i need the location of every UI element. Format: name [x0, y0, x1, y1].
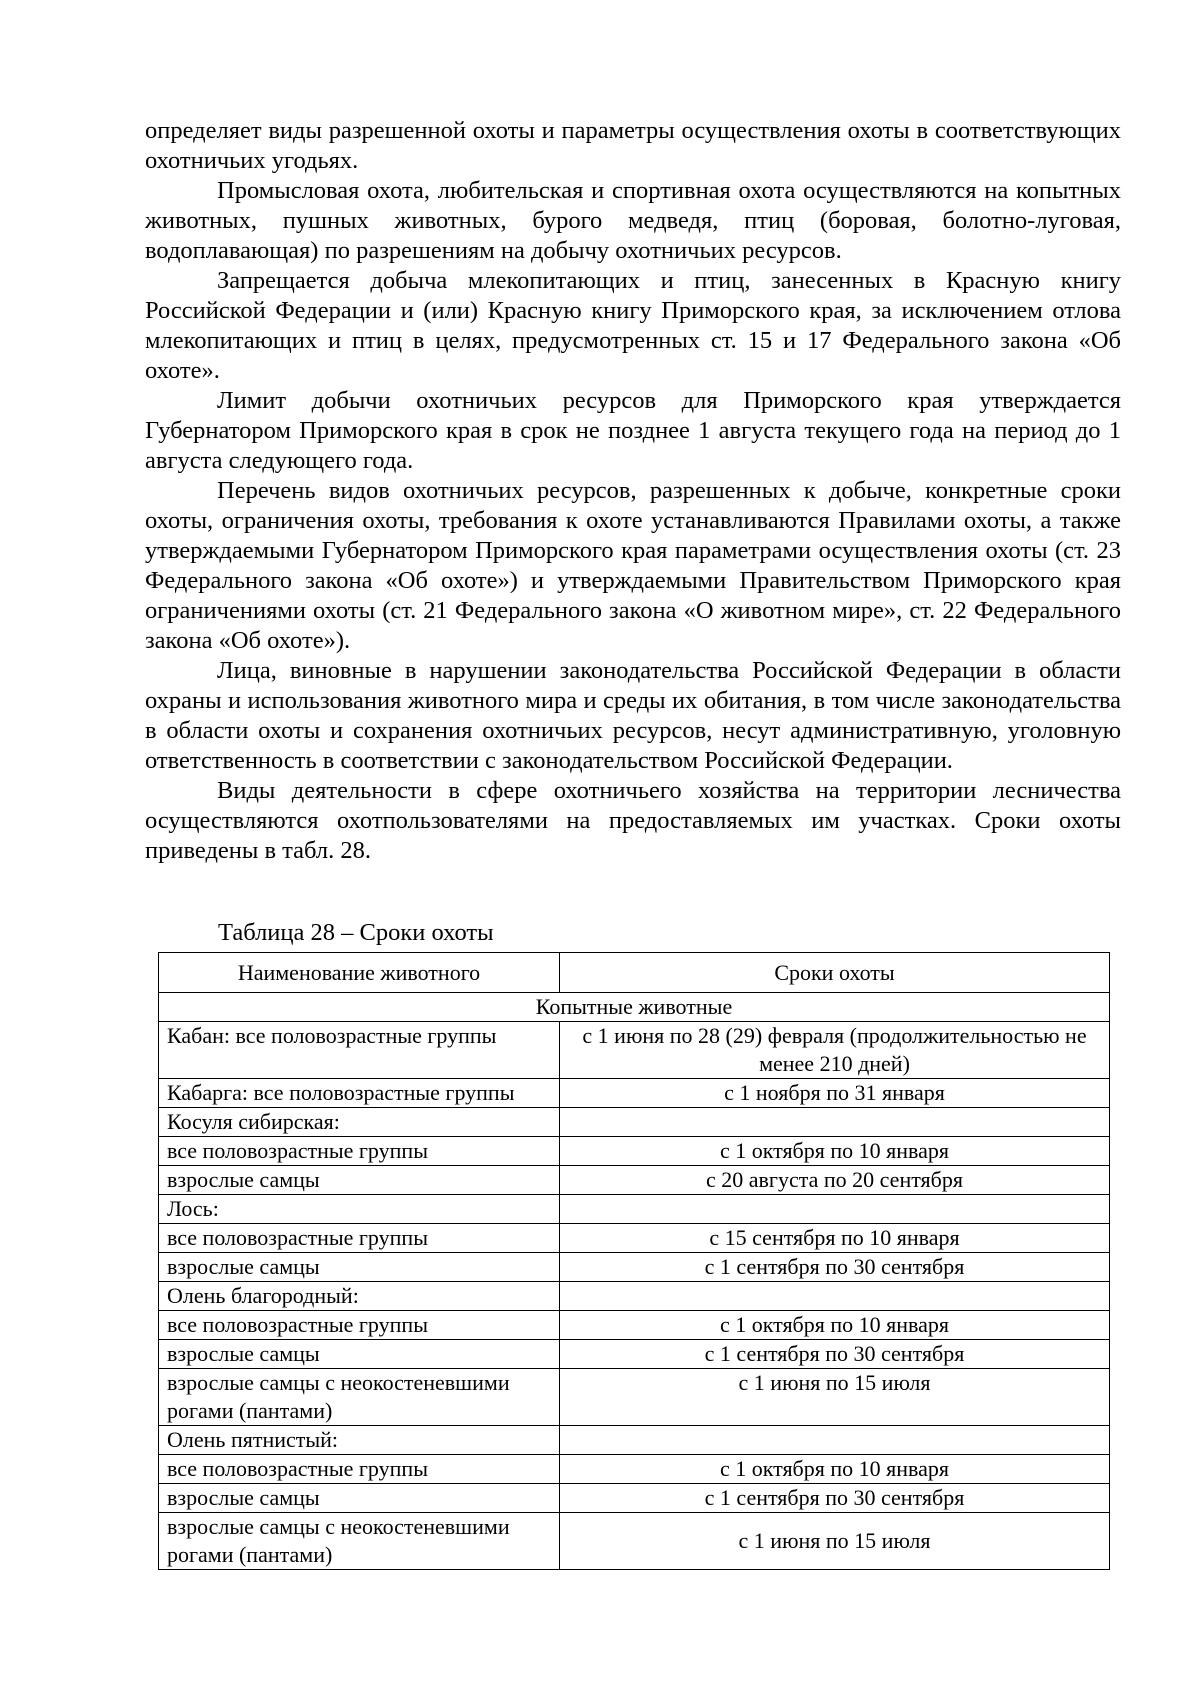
dates-cell: с 1 ноября по 31 января — [560, 1079, 1110, 1108]
table-row — [159, 1224, 1110, 1253]
animal-cell: взрослые самцы — [159, 1340, 560, 1369]
group-label: Копытные животные — [159, 993, 1110, 1022]
animal-cell: все половозрастные группы — [159, 1455, 560, 1484]
animal-cell: все половозрастные группы — [159, 1137, 560, 1166]
dates-cell — [560, 1426, 1110, 1455]
table-row — [159, 1253, 1110, 1282]
dates-cell: с 20 августа по 20 сентября — [560, 1166, 1110, 1195]
animal-cell: все половозрастные группы — [159, 1311, 560, 1340]
column-header-dates: Сроки охоты — [560, 953, 1110, 993]
table-row — [159, 1513, 1110, 1570]
dates-cell: с 1 июня по 15 июля — [560, 1513, 1110, 1570]
dates-cell — [560, 1195, 1110, 1224]
table-row — [159, 1108, 1110, 1137]
table-row — [159, 1166, 1110, 1195]
animal-cell: взрослые самцы — [159, 1253, 560, 1282]
table-row — [159, 1079, 1110, 1108]
body-text — [145, 116, 1121, 866]
dates-cell — [560, 1282, 1110, 1311]
paragraph: Лица, виновные в нарушении законодательства Российской Федерации в области охраны и использования животного мира и среды их обитания, в том числе законодательства в области охоты и сохранения охотничьих ресурсов, несут административную, уголовную ответственность в соответствии с законодательством Российской Федерации. — [145, 657, 1121, 774]
table-row — [159, 1426, 1110, 1455]
dates-cell: с 1 июня по 15 июля — [560, 1369, 1110, 1426]
table-row — [159, 1455, 1110, 1484]
dates-cell: с 1 октября по 10 января — [560, 1455, 1110, 1484]
animal-cell: взрослые самцы с неокостеневшими рогами (пантами) — [159, 1513, 560, 1570]
paragraph: определяет виды разрешенной охоты и параметры осуществления охоты в соответствующих охотничьих угодьях. — [145, 117, 1121, 174]
table-header-row — [159, 953, 1110, 993]
paragraph: Запрещается добыча млекопитающих и птиц, занесенных в Красную книгу Российской Федерации и (или) Красную книгу Приморского края, за исключением отлова млекопитающих и птиц в целях, предусмотренных ст. 15 и 17 Федерального закона «Об охоте». — [145, 267, 1121, 384]
paragraph: Виды деятельности в сфере охотничьего хозяйства на территории лесничества осуществляются охотпользователями на предоставляемых им участках. Сроки охоты приведены в табл. 28. — [145, 777, 1121, 864]
column-header-animal: Наименование животного — [159, 953, 560, 993]
table-row — [159, 1369, 1110, 1426]
hunting-seasons-table — [158, 952, 1110, 1570]
table-row — [159, 1340, 1110, 1369]
table-row — [159, 1311, 1110, 1340]
dates-cell — [560, 1108, 1110, 1137]
dates-cell: с 1 сентября по 30 сентября — [560, 1484, 1110, 1513]
table-row — [159, 1484, 1110, 1513]
paragraph: Перечень видов охотничьих ресурсов, разрешенных к добыче, конкретные сроки охоты, ограничения охоты, требования к охоте устанавливаются Правилами охоты, а также утверждаемыми Губернатором Приморского края параметрами осуществления охоты (ст. 23 Федерального закона «Об охоте») и утверждаемыми Правительством Приморского края ограничениями охоты (ст. 21 Федерального закона «О животном мире», ст. 22 Федерального закона «Об охоте»). — [145, 477, 1121, 654]
paragraph: Лимит добычи охотничьих ресурсов для Приморского края утверждается Губернатором Приморского края в срок не позднее 1 августа текущего года на период до 1 августа следующего года. — [145, 387, 1121, 474]
table-group-row — [159, 993, 1110, 1022]
animal-cell: Кабан: все половозрастные группы — [159, 1022, 560, 1079]
animal-cell: взрослые самцы — [159, 1166, 560, 1195]
paragraph: Промысловая охота, любительская и спортивная охота осуществляются на копытных животных, пушных животных, бурого медведя, птиц (боровая, болотно-луговая, водоплавающая) по разрешениям на добычу охотничьих ресурсов. — [145, 177, 1121, 264]
animal-cell: Лось: — [159, 1195, 560, 1224]
dates-cell: с 1 октября по 10 января — [560, 1137, 1110, 1166]
table-row — [159, 1282, 1110, 1311]
dates-cell: с 1 июня по 28 (29) февраля (продолжительностью не менее 210 дней) — [560, 1022, 1110, 1079]
animal-cell: взрослые самцы — [159, 1484, 560, 1513]
animal-cell: взрослые самцы с неокостеневшими рогами (пантами) — [159, 1369, 560, 1426]
animal-cell: Кабарга: все половозрастные группы — [159, 1079, 560, 1108]
animal-cell: Олень благородный: — [159, 1282, 560, 1311]
table-row — [159, 1137, 1110, 1166]
animal-cell: Олень пятнистый: — [159, 1426, 560, 1455]
table-row — [159, 1195, 1110, 1224]
dates-cell: с 1 сентября по 30 сентября — [560, 1340, 1110, 1369]
table-caption: Таблица 28 – Сроки охоты — [218, 919, 494, 946]
animal-cell: все половозрастные группы — [159, 1224, 560, 1253]
dates-cell: с 1 октября по 10 января — [560, 1311, 1110, 1340]
table-row — [159, 1022, 1110, 1079]
animal-cell: Косуля сибирская: — [159, 1108, 560, 1137]
dates-cell: с 15 сентября по 10 января — [560, 1224, 1110, 1253]
dates-cell: с 1 сентября по 30 сентября — [560, 1253, 1110, 1282]
